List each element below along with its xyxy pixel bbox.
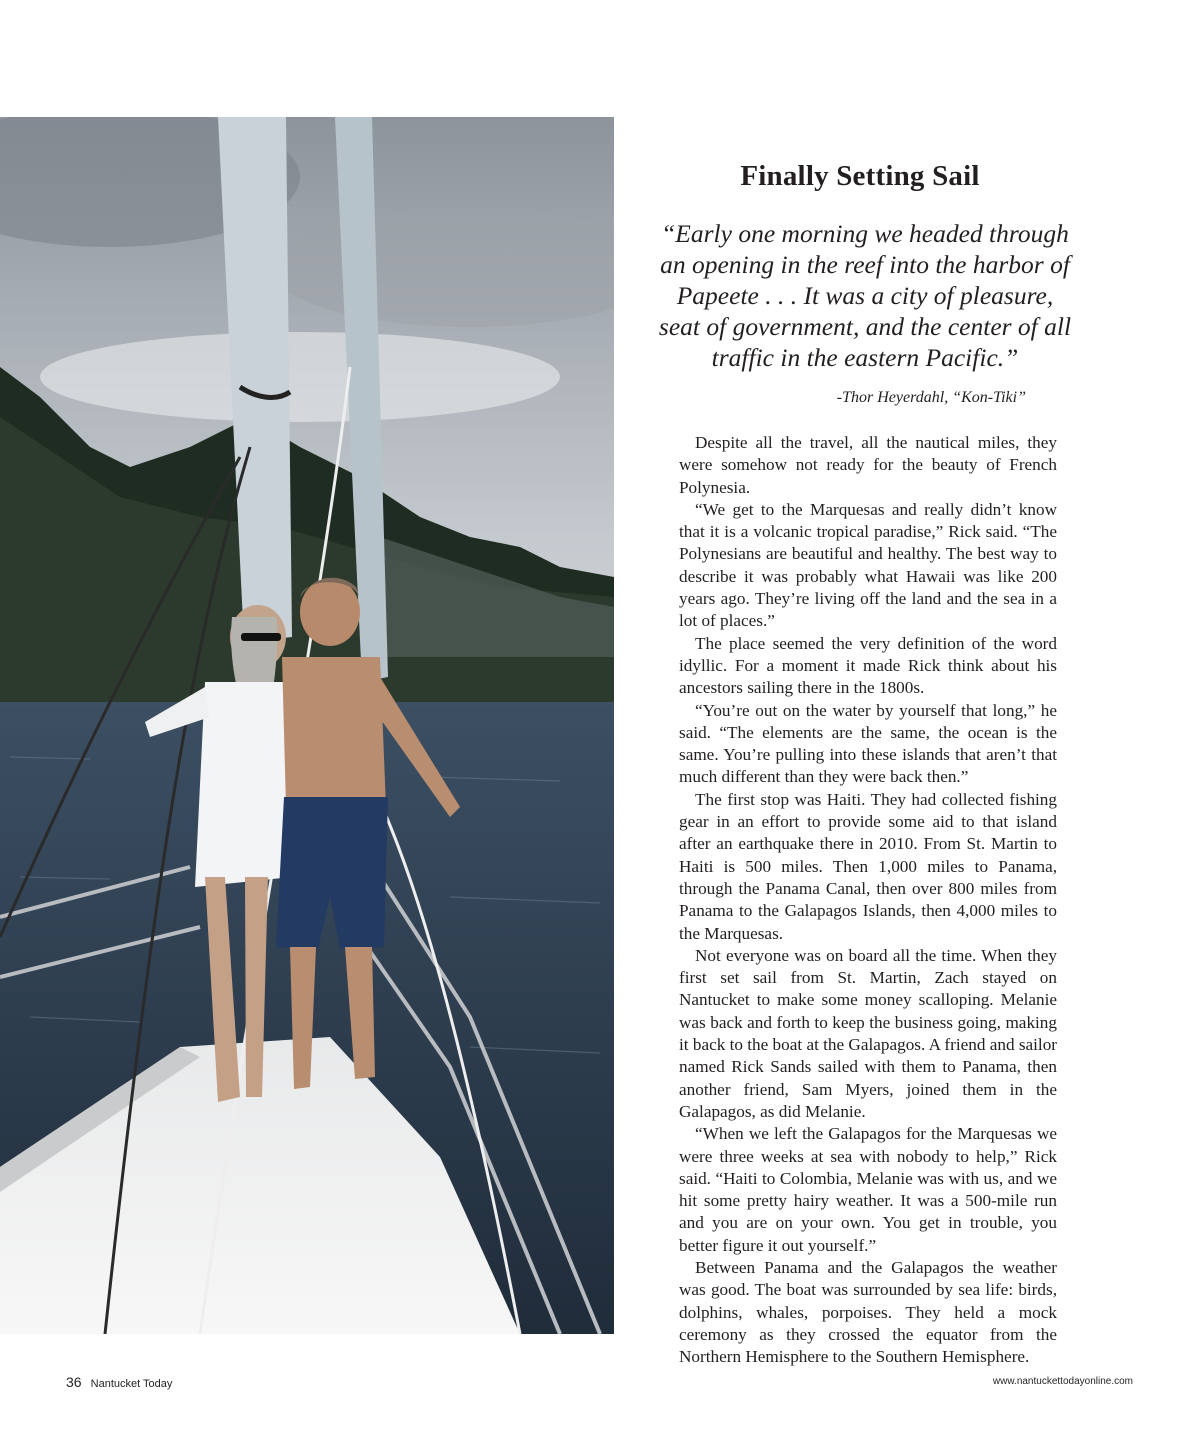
- article-body: [679, 432, 1057, 1368]
- body-paragraph: Between Panama and the Galapagos the weather was good. The boat was surrounded by sea life: birds, dolphins, whales, porpoises. They held a mock ceremony as they crossed the equator from the Northern Hemisphere to the Southern Hemisphere.: [679, 1257, 1057, 1367]
- body-paragraph: “You’re out on the water by yourself that long,” he said. “The elements are the same, the ocean is the same. You’re pulling into these islands that aren’t that much different than they were back then.”: [679, 700, 1057, 787]
- body-paragraph: “We get to the Marquesas and really didn’t know that it is a volcanic tropical paradise,” Rick said. “The Polynesians are beautiful and healthy. The best way to describe it was probably what Hawaii was like 200 years ago. They’re living off the land and the sea in a lot of places.”: [679, 499, 1057, 631]
- photo-couple-on-sailboat-bow: [0, 117, 614, 1334]
- body-paragraph: “When we left the Galapagos for the Marquesas we were three weeks at sea with nobody to help,” Rick said. “Haiti to Colombia, Melanie was with us, and we hit some pretty hairy weather. It was a 500-mile run and you are on your own. You get in trouble, you better figure it out yourself.”: [679, 1124, 1057, 1255]
- website-url: www.nantuckettodayonline.com: [992, 1376, 1133, 1387]
- page-number: 36: [66, 1374, 82, 1390]
- magazine-name: Nantucket Today: [90, 1378, 173, 1390]
- body-paragraph: Despite all the travel, all the nautical miles, they were somehow not ready for the beauty of French Polynesia.: [679, 433, 1057, 497]
- page-footer-left: [66, 1374, 172, 1390]
- body-paragraph: Not everyone was on board all the time. When they first set sail from St. Martin, Zach stayed on Nantucket to make some money scalloping. Melanie was back and forth to keep the business going, making it back to the boat at the Galapagos. A friend and sailor named Rick Sands sailed with them to Panama, then another friend, Sam Myers, joined them in the Galapagos, as did Melanie.: [679, 945, 1058, 1121]
- article-headline: Finally Setting Sail: [740, 160, 980, 192]
- body-paragraph: The first stop was Haiti. They had collected fishing gear in an effort to provide some aid to that island after an earthquake there in 2010. From St. Martin to Haiti is 500 miles. Then 1,000 miles to Panama, through the Panama Canal, then over 800 miles from Panama to the Galapagos Islands, then 4,000 miles to the Marquesas.: [679, 789, 1057, 943]
- quote-attribution: -Thor Heyerdahl, “Kon-Tiki”: [836, 389, 1026, 406]
- pull-quote: “Early one morning we headed through an opening in the reef into the harbor of Papeete . . . It was a city of pleasure, seat of government, and the center of all traffic in the eastern Pacific.”: [658, 219, 1072, 372]
- body-paragraph: The place seemed the very definition of the word idyllic. For a moment it made Rick think about his ancestors sailing there in the 1800s.: [679, 633, 1057, 698]
- photo-illustration: [0, 117, 614, 1334]
